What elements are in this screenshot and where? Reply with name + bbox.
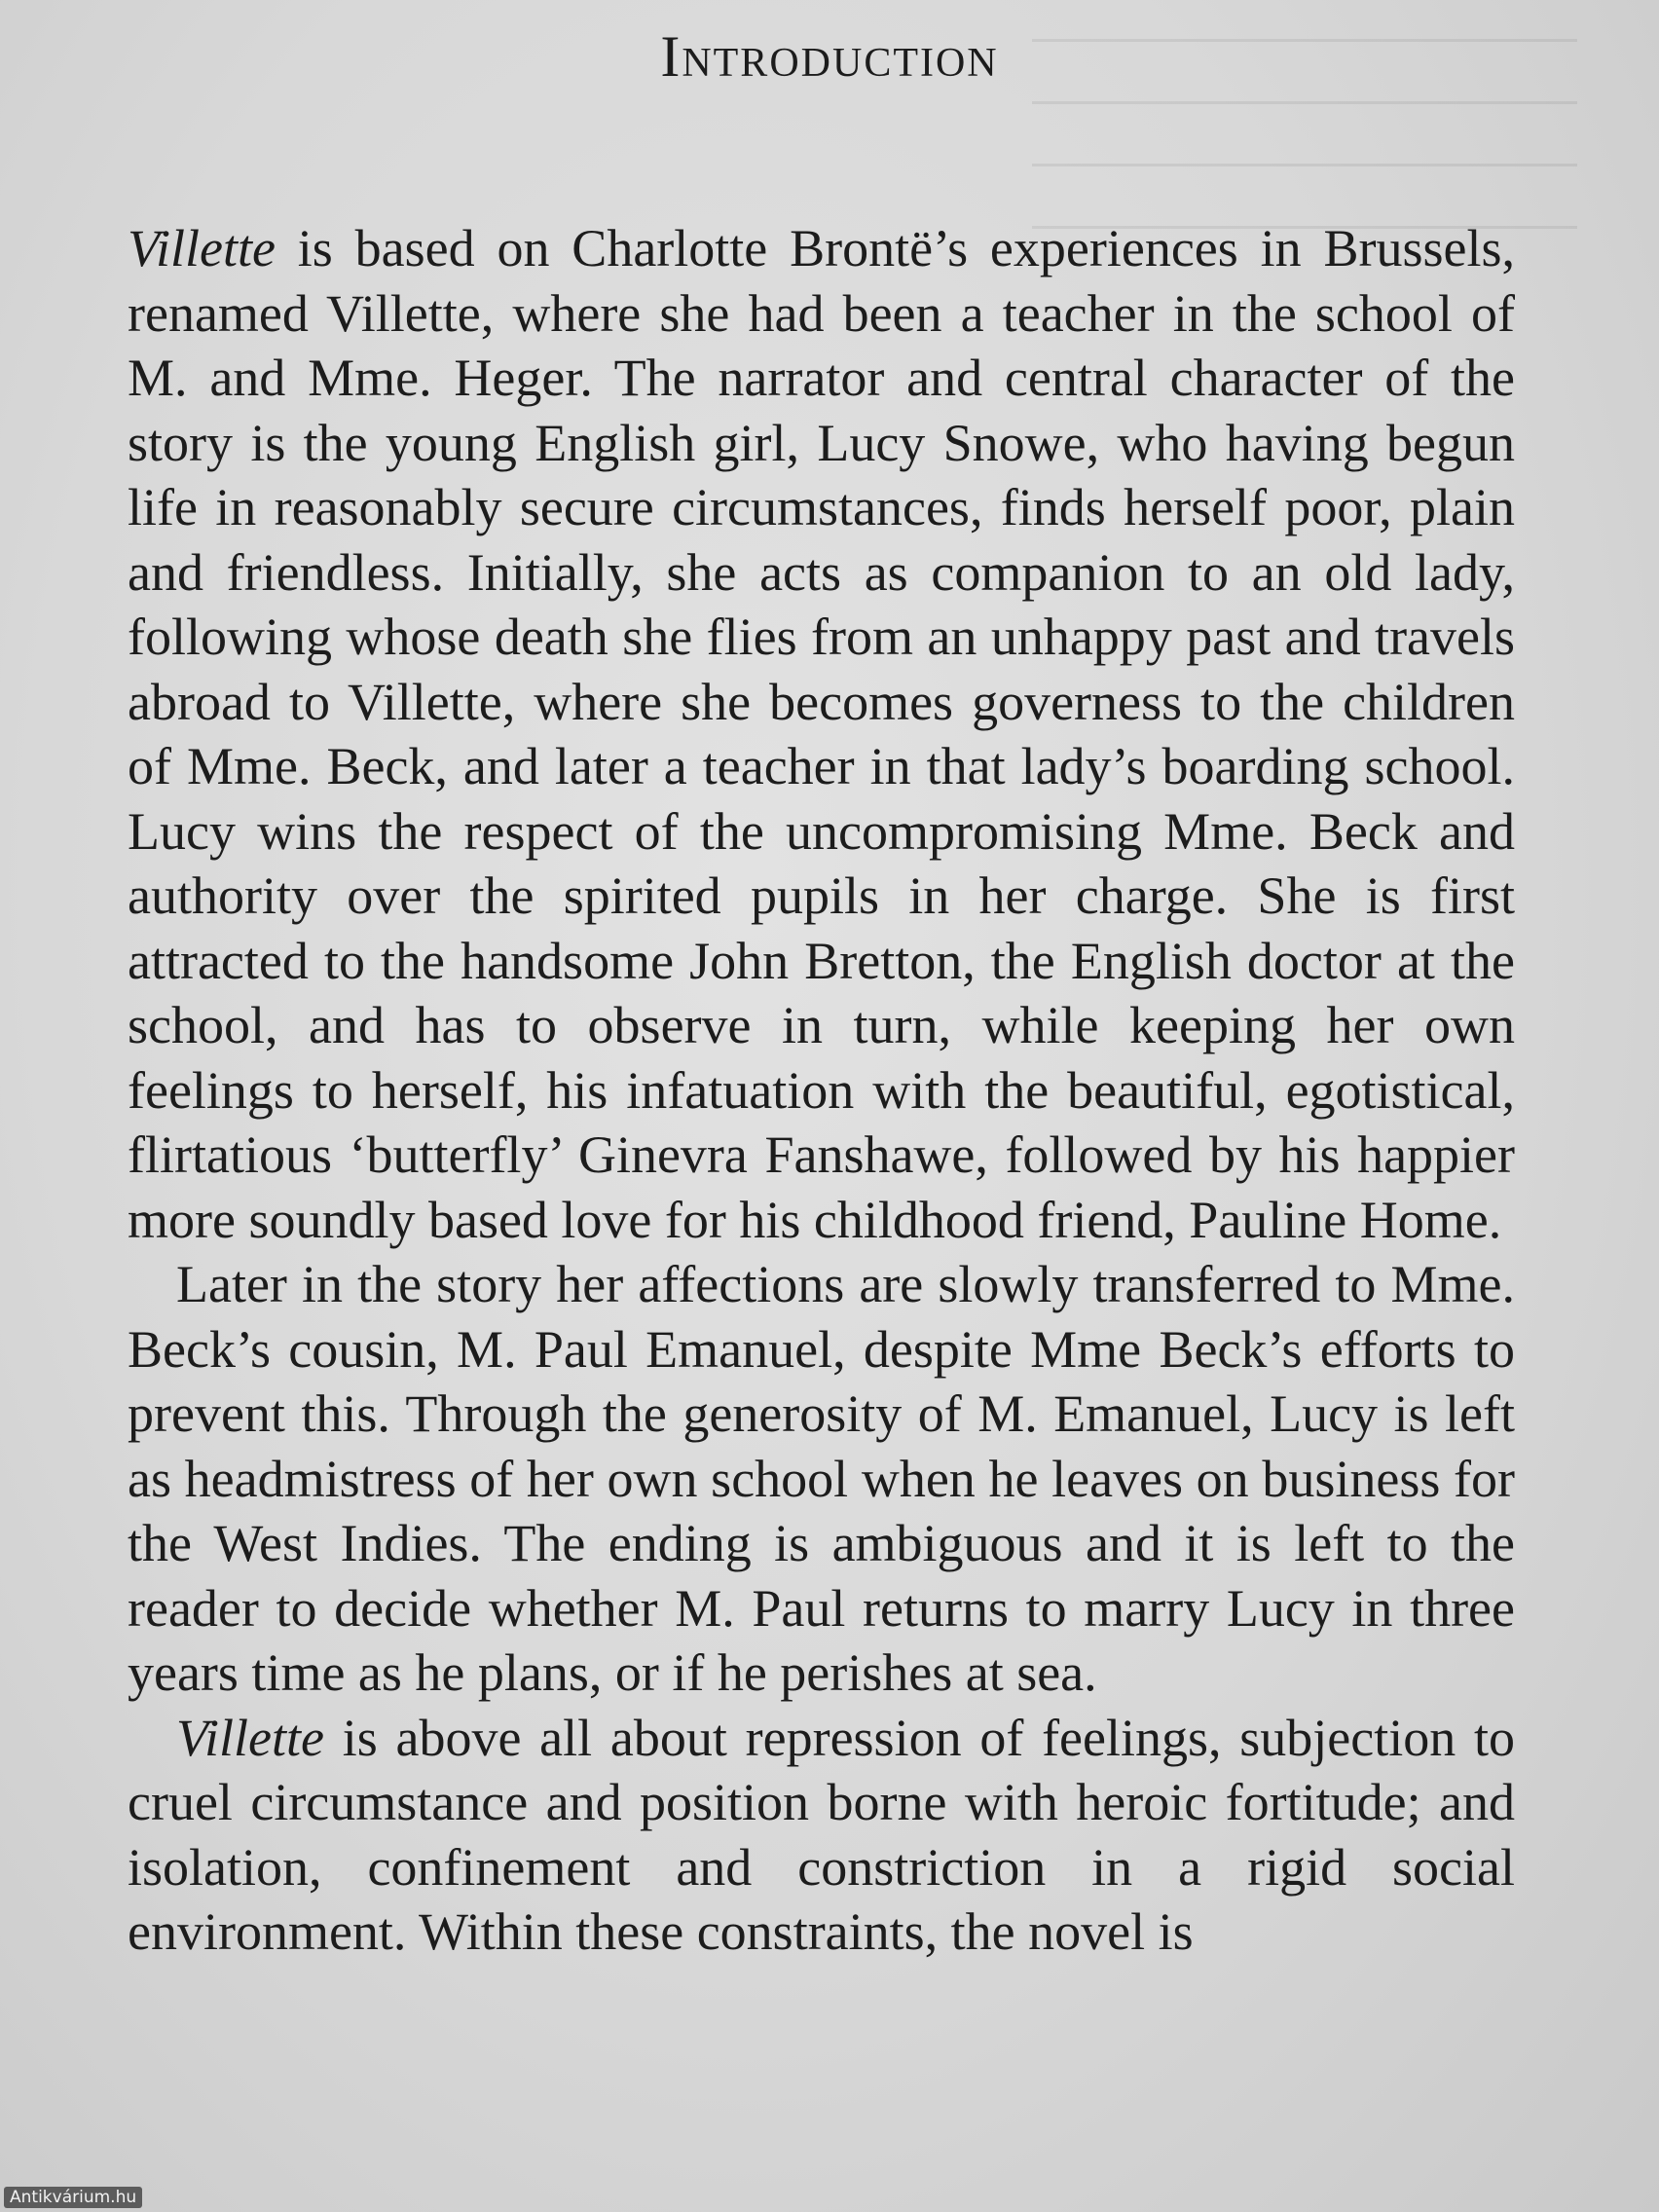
book-title: Villette (128, 219, 276, 277)
page-heading: Introduction (660, 24, 999, 89)
paragraph-2 (128, 1252, 1515, 1706)
paragraph-2-text: Later in the story her affections are slowly transferred to Mme. Beck’s cousin, M. Paul Emanuel, despite Mme Beck’s efforts to prevent this. Through the generosity of M. Emanuel, Lucy is left as headmistress of her own school when he leaves on business for the West Indies. The ending is ambiguous and it is left to the reader to decide whether M. Paul returns to marry Lucy in three years time as he plans, or if he perishes at sea. (128, 1255, 1515, 1702)
paragraph-1 (128, 216, 1515, 1252)
book-title: Villette (176, 1708, 324, 1767)
paragraph-1-text: is based on Charlotte Brontë’s experiences in Brussels, renamed Villette, where she had been a teacher in the school of M. and Mme. Heger. The narrator and central character of the story is the young English girl, Lucy Snowe, who having begun life in reasonably secure circumstances, finds herself poor, plain and friendless. Initially, she acts as companion to an old lady, following whose death she flies from an unhappy past and travels abroad to Villette, where she becomes governess to the children of Mme. Beck, and later a teacher in that lady’s boarding school. Lucy wins the respect of the uncompromising Mme. Beck and authority over the spirited pupils in her charge. She is first attracted to the handsome John Bretton, the English doctor at the school, and has to observe in turn, while keeping her own feelings to herself, his infatuation with the beautiful, egotistical, flirtatious ‘butterfly’ Ginevra Fanshawe, followed by his happier more soundly based love for his childhood friend, Pauline Home. (128, 219, 1515, 1249)
paragraph-3 (128, 1706, 1515, 1965)
body-text (128, 216, 1515, 1965)
paragraph-3-text: is above all about repression of feelings, subjection to cruel circumstance and position borne with heroic fortitude; and isolation, confinement and constriction in a rigid social environment. Within these constraints, the novel is (128, 1708, 1515, 1961)
watermark: Antikvárium.hu (4, 2187, 142, 2208)
